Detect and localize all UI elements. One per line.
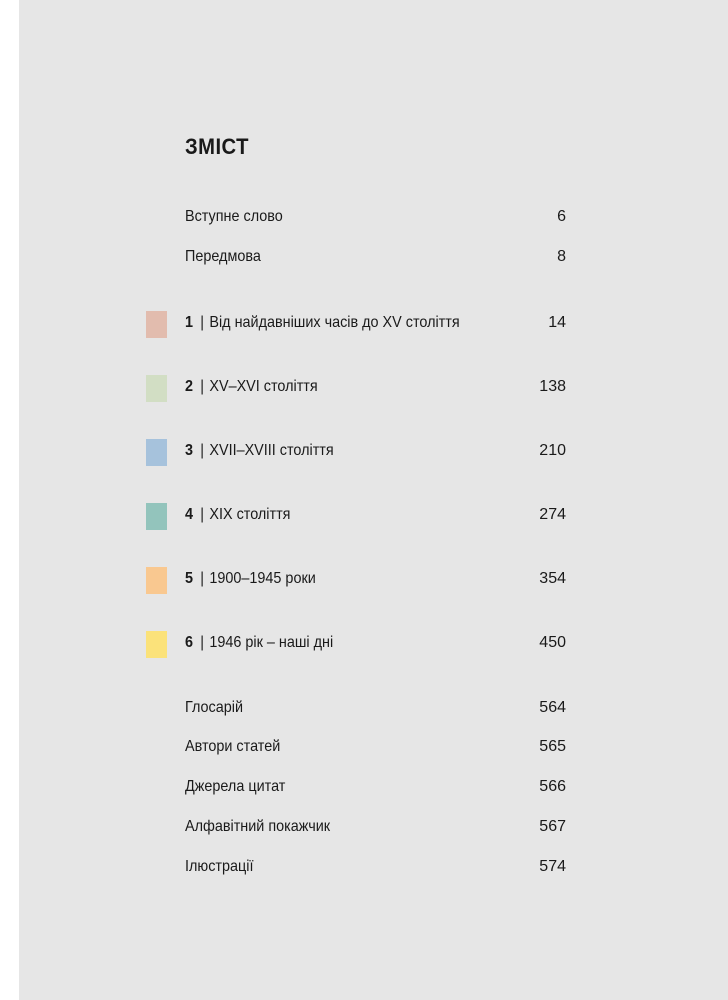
chapter-title: 1900–1945 роки — [209, 570, 316, 587]
toc-chapter-6[interactable] — [146, 631, 566, 655]
toc-entry-label: Автори статей — [185, 738, 281, 755]
chapter-title: XIX століття — [209, 506, 291, 523]
toc-entry-quote-sources[interactable] — [146, 775, 566, 799]
chapter-separator: | — [200, 506, 204, 523]
toc-entry-index[interactable] — [146, 815, 566, 839]
toc-entry-page: 565 — [539, 738, 566, 755]
toc-entry-page: 14 — [548, 314, 566, 331]
toc-entry-page: 210 — [539, 442, 566, 459]
toc-entry-page: 6 — [557, 208, 566, 225]
toc-chapter-3[interactable] — [146, 439, 566, 463]
toc-entry-illustrations[interactable] — [146, 855, 566, 879]
toc-entry-label: Вступне слово — [185, 208, 283, 225]
toc-entry-page: 567 — [539, 818, 566, 835]
toc-chapter-1[interactable] — [146, 311, 566, 335]
chapter-number: 2 — [185, 378, 194, 395]
toc-entry-label: Джерела цитат — [185, 778, 286, 795]
chapter-separator: | — [200, 314, 204, 331]
toc-entry-page: 138 — [539, 378, 566, 395]
chapter-separator: | — [200, 570, 204, 587]
chapter-color-swatch — [146, 631, 167, 658]
toc-entry-authors[interactable] — [146, 735, 566, 759]
chapter-number: 6 — [185, 634, 194, 651]
toc-entry-label: Алфавітний покажчик — [185, 818, 331, 835]
book-page — [19, 0, 728, 1000]
toc-entry-page: 564 — [539, 699, 566, 716]
page-title: ЗМІСТ — [185, 134, 249, 159]
toc-chapter-4[interactable] — [146, 503, 566, 527]
chapter-color-swatch — [146, 439, 167, 466]
toc-entry-glossary[interactable] — [146, 696, 566, 720]
chapter-title: XVII–XVIII століття — [209, 442, 334, 459]
chapter-number: 5 — [185, 570, 194, 587]
chapter-color-swatch — [146, 375, 167, 402]
chapter-title: XV–XVI століття — [209, 378, 318, 395]
chapter-title: 1946 рік – наші дні — [209, 634, 334, 651]
toc-entry-page: 450 — [539, 634, 566, 651]
toc-chapter-2[interactable] — [146, 375, 566, 399]
toc-entry-foreword[interactable] — [146, 205, 566, 229]
chapter-separator: | — [200, 378, 204, 395]
toc-chapter-5[interactable] — [146, 567, 566, 591]
toc-entry-page: 354 — [539, 570, 566, 587]
toc-entry-page: 8 — [557, 248, 566, 265]
chapter-number: 3 — [185, 442, 194, 459]
chapter-color-swatch — [146, 503, 167, 530]
toc-entry-label: Передмова — [185, 248, 261, 265]
chapter-color-swatch — [146, 311, 167, 338]
toc-entry-label: Глосарій — [185, 699, 244, 716]
chapter-color-swatch — [146, 567, 167, 594]
chapter-separator: | — [200, 634, 204, 651]
toc-entry-label: Ілюстрації — [185, 858, 254, 875]
toc-entry-page: 566 — [539, 778, 566, 795]
chapter-title: Від найдавніших часів до XV століття — [209, 314, 460, 331]
toc-entry-preface[interactable] — [146, 245, 566, 269]
chapter-separator: | — [200, 442, 204, 459]
chapter-number: 4 — [185, 506, 194, 523]
chapter-number: 1 — [185, 314, 194, 331]
toc-entry-page: 274 — [539, 506, 566, 523]
toc-entry-page: 574 — [539, 858, 566, 875]
